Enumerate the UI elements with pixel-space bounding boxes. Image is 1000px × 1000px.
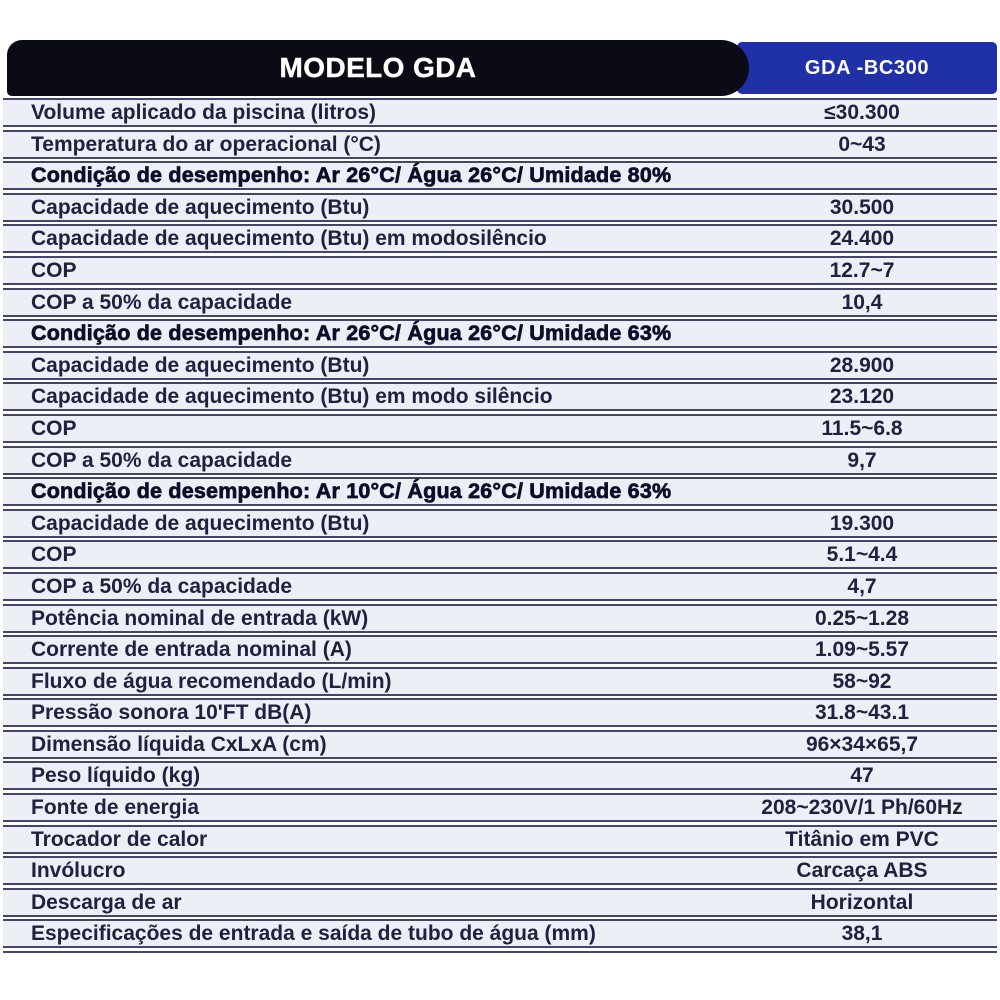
spec-value: 23.120 xyxy=(829,385,895,409)
spec-row xyxy=(3,698,997,727)
spec-row xyxy=(3,256,997,285)
spec-label: Capacidade de aquecimento (Btu) em modo silêncio xyxy=(31,385,553,409)
spec-value: Titânio em PVC xyxy=(785,827,939,851)
spec-label: Pressão sonora 10'FT dB(A) xyxy=(31,701,312,725)
spec-value: 208~230V/1 Ph/60Hz xyxy=(761,796,963,820)
spec-value: 96×34×65,7 xyxy=(805,732,919,756)
spec-value: 58~92 xyxy=(832,669,892,693)
spec-value: 12.7~7 xyxy=(829,258,895,282)
spec-table xyxy=(3,98,997,948)
spec-value: 31.8~43.1 xyxy=(814,701,909,725)
spec-row xyxy=(3,98,997,127)
spec-label: Descarga de ar xyxy=(31,890,182,914)
spec-value: 38,1 xyxy=(841,922,883,946)
spec-value: 10,4 xyxy=(841,290,883,314)
spec-label: COP a 50% da capacidade xyxy=(31,574,293,598)
section-title: Condição de desempenho: Ar 26°C/ Água 26°C/ Umidade 80% xyxy=(31,163,672,188)
spec-label: Especificações de entrada e saída de tubo de água (mm) xyxy=(31,922,596,946)
spec-row xyxy=(3,635,997,664)
spec-row xyxy=(3,856,997,885)
spec-label: COP xyxy=(31,543,77,567)
spec-label: Potência nominal de entrada (kW) xyxy=(31,606,369,630)
spec-row xyxy=(3,540,997,569)
spec-label: COP xyxy=(31,416,77,440)
spec-row xyxy=(3,604,997,633)
spec-label: Fluxo de água recomendado (L/min) xyxy=(31,669,392,693)
spec-row xyxy=(3,667,997,696)
spec-label: COP xyxy=(31,258,77,282)
section-header-row xyxy=(3,319,997,348)
section-title: Condição de desempenho: Ar 26°C/ Água 26°C/ Umidade 63% xyxy=(31,321,672,346)
spec-label: COP a 50% da capacidade xyxy=(31,448,293,472)
spec-value: 28.900 xyxy=(829,353,895,377)
spec-row xyxy=(3,382,997,411)
spec-row xyxy=(3,351,997,380)
spec-label: Volume aplicado da piscina (litros) xyxy=(31,101,377,124)
spec-label: Corrente de entrada nominal (A) xyxy=(31,638,352,662)
spec-row xyxy=(3,761,997,790)
spec-row xyxy=(3,730,997,759)
spec-row xyxy=(3,888,997,917)
spec-row xyxy=(3,130,997,159)
model-badge: GDA -BC300 xyxy=(737,42,997,94)
spec-label: COP a 50% da capacidade xyxy=(31,290,293,314)
spec-label: Temperatura do ar operacional (°C) xyxy=(31,132,381,156)
spec-value: 30.500 xyxy=(829,195,895,219)
spec-row xyxy=(3,224,997,253)
spec-value: Horizontal xyxy=(810,890,914,914)
spec-row xyxy=(3,193,997,222)
spec-value: 0~43 xyxy=(838,132,886,156)
spec-label: Fonte de energia xyxy=(31,796,200,820)
spec-value: 5.1~4.4 xyxy=(826,543,898,567)
spec-label: Trocador de calor xyxy=(31,827,208,851)
spec-label: Invólucro xyxy=(31,859,126,883)
spec-row xyxy=(3,446,997,475)
spec-value: 0.25~1.28 xyxy=(814,606,909,630)
spec-row xyxy=(3,572,997,601)
spec-value: 24.400 xyxy=(829,227,895,251)
spec-row xyxy=(3,509,997,538)
spec-label: Peso líquido (kg) xyxy=(31,764,201,788)
spec-row xyxy=(3,793,997,822)
section-title: Condição de desempenho: Ar 10°C/ Água 26°C/ Umidade 63% xyxy=(31,479,672,504)
spec-label: Capacidade de aquecimento (Btu) xyxy=(31,353,370,377)
spec-label: Capacidade de aquecimento (Btu) em modosilêncio xyxy=(31,227,547,251)
spec-row xyxy=(3,825,997,854)
spec-label: Capacidade de aquecimento (Btu) xyxy=(31,195,370,219)
section-header-row xyxy=(3,161,997,190)
spec-value: 19.300 xyxy=(829,511,895,535)
spec-value: 4,7 xyxy=(847,574,877,598)
spec-row xyxy=(3,288,997,317)
spec-value: Carcaça ABS xyxy=(796,859,928,883)
spec-value: ≤30.300 xyxy=(824,101,900,124)
page-title: MODELO GDA xyxy=(279,52,477,83)
spec-value: 9,7 xyxy=(847,448,877,472)
table-header xyxy=(3,40,997,96)
spec-sheet xyxy=(3,0,997,953)
spec-value: 11.5~6.8 xyxy=(821,416,903,440)
title-bar xyxy=(7,40,749,96)
spec-label: Capacidade de aquecimento (Btu) xyxy=(31,511,370,535)
spec-label: Dimensão líquida CxLxA (cm) xyxy=(31,732,327,756)
spec-value: 47 xyxy=(850,764,874,788)
spec-value: 1.09~5.57 xyxy=(814,638,909,662)
table-bottom-line xyxy=(3,951,997,953)
section-header-row xyxy=(3,477,997,506)
spec-row xyxy=(3,414,997,443)
spec-row xyxy=(3,919,997,948)
